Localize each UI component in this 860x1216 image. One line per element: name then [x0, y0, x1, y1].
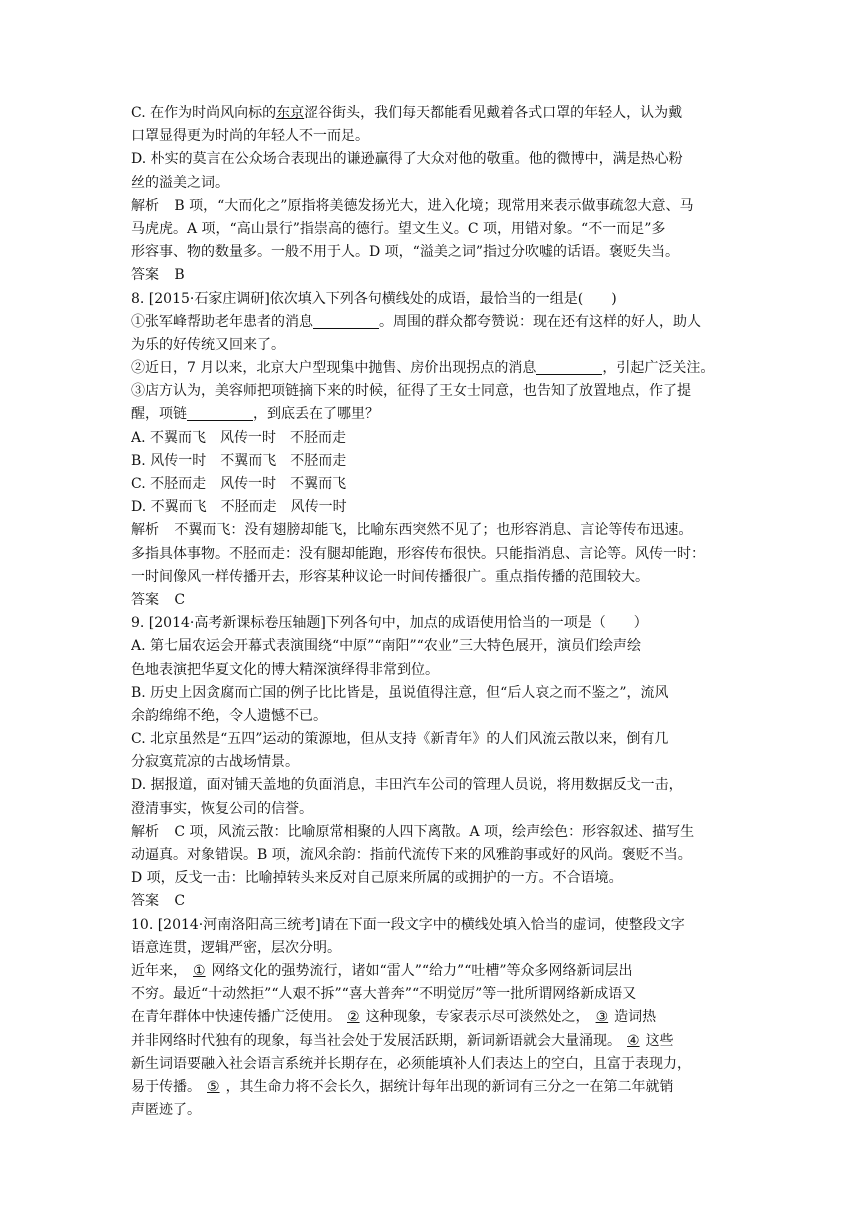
q10-passage-line5: 新生词语要融入社会语言系统并长期存在，必须能填补人们表达上的空白，且富于表现力，	[131, 1055, 691, 1072]
q8-sentence-1-line1: ①张军峰帮助老年患者的消息 。周围的群众都夸赞说：现在还有这样的好人，助人	[131, 313, 701, 330]
q8-option-a: A. 不翼而飞 风传一时 不胫而走	[131, 429, 347, 446]
q9-option-b-line1: B. 历史上因贪腐而亡国的例子比比皆是，虽说值得注意，但“后人哀之而不鉴之”，流风	[131, 684, 669, 701]
q7-option-d-line1: D. 朴实的莫言在公众场合表现出的谦逊赢得了大众对他的敬重。他的微博中，满是热心粉	[131, 151, 683, 168]
q10-passage-line2: 不穷。最近“十动然拒”“人艰不拆”“喜大普奔”“不明觉厉”等一批所谓网络新成语又	[131, 986, 637, 1003]
numbered-blank-5: ⑤	[207, 1078, 220, 1095]
q7-option-c-line1: C. 在作为时尚风向标的东京涩谷街头，我们每天都能看见戴着各式口罩的年轻人，认为戴	[131, 105, 683, 121]
q10-passage-line1: 近年来， ① 网络文化的强势流行，诸如“雷人”“给力”“吐槽”等众多网络新词层出	[131, 960, 731, 983]
document-page	[131, 102, 731, 1122]
q10-passage-line6: 易于传播。 ⑤ ，其生命力将不会长久，据统计每年出现的新词有三分之一在第二年就销	[131, 1076, 731, 1099]
numbered-blank-4: ④	[627, 1032, 640, 1049]
answer-value: C	[174, 893, 186, 910]
answer-label: 答案	[131, 591, 159, 608]
q9-explanation-line1: 解析 C 项，风流云散：比喻原常相聚的人四下离散。A 项，绘声绘色：形容叙述、描写生	[131, 823, 695, 840]
q8-sentence-1-line2: 为乐的好传统又回来了。	[131, 336, 285, 353]
q7-option-d-line2: 丝的溢美之词。	[131, 174, 229, 191]
q9-option-b-line2: 余韵绵绵不绝，令人遗憾不已。	[131, 707, 327, 724]
answer-label: 答案	[131, 267, 159, 284]
q8-sentence-3-line1: ③店方认为，美容师把项链摘下来的时候，征得了王女士同意，也告知了放置地点，作了提	[131, 383, 691, 400]
numbered-blank-3: ③	[595, 1009, 609, 1026]
q7-option-c-line2: 口罩显得更为时尚的年轻人不一而足。	[131, 128, 369, 145]
q8-stem: 8. [2015·石家庄调研]依次填入下列各句横线处的成语，最恰当的一组是( )	[131, 290, 617, 307]
q8-answer	[131, 589, 731, 612]
q10-passage-line4: 并非网络时代独有的现象，每当社会处于发展活跃期，新词新语就会大量涌现。 ④ 这些	[131, 1030, 731, 1053]
q9-answer	[131, 890, 731, 913]
q8-option-b: B. 风传一时 不翼而飞 不胫而走	[131, 452, 347, 469]
q9-option-c-line2: 分寂寞荒凉的古战场情景。	[131, 754, 299, 771]
q8-sentence-2: ②近日，7 月以来，北京大户型现集中抛售、房价出现拐点的消息 ，引起广泛关注。	[131, 360, 715, 377]
q9-option-d-line2: 澄清事实，恢复公司的信誉。	[131, 800, 313, 817]
answer-value: B	[174, 267, 185, 284]
q10-stem-line1: 10. [2014·河南洛阳高三统考]请在下面一段文字中的横线处填入恰当的虚词，使整段文字	[131, 916, 685, 933]
q7-explanation-line1: 解析 B 项，“大而化之”原指将美德发扬光大，进入化境；现常用来表示做事疏忽大意、马	[131, 197, 694, 214]
fill-blank	[187, 404, 253, 421]
q9-option-a-line2: 色地表演把华夏文化的博大精深演绎得非常到位。	[131, 661, 439, 678]
q8-option-d: D. 不翼而飞 不胫而走 风传一时	[131, 499, 347, 516]
explanation-label: 解析	[131, 522, 159, 539]
dotted-word: 东京	[276, 105, 305, 121]
q8-explanation-line3: 一时间像风一样传播开去，形容某种议论一时间传播很广。重点指传播的范围较大。	[131, 568, 649, 585]
q8-sentence-3-line2: 醒，项链 ，到底丢在了哪里？	[131, 406, 379, 423]
q9-option-c-line1: C. 北京虽然是“五四”运动的策源地，但从支持《新青年》的人们风流云散以来，倒有几	[131, 731, 669, 748]
q10-stem-line2: 语意连贯，逻辑严密，层次分明。	[131, 939, 341, 956]
answer-value: C	[174, 591, 186, 608]
fill-blank	[313, 312, 379, 329]
q8-explanation-line1: 解析 不翼而飞：没有翅膀却能飞，比喻东西突然不见了；也形容消息、言论等传布迅速。	[131, 522, 693, 539]
q9-option-a-line1: A. 第七届农运会开幕式表演围绕“中原”“南阳”“农业”三大特色展开，演员们绘声绘	[131, 638, 641, 655]
q7-answer	[131, 264, 731, 287]
q9-option-d-line1: D. 据报道，面对铺天盖地的负面消息，丰田汽车公司的管理人员说，将用数据反戈一击，	[131, 777, 683, 794]
explanation-label: 解析	[131, 823, 159, 840]
numbered-blank-2: ②	[347, 1009, 360, 1026]
q8-explanation-line2: 多指具体事物。不胫而走：没有腿却能跑，形容传布很快。只能指消息、言论等。风传一时：	[131, 545, 705, 562]
fill-blank	[536, 358, 602, 375]
q9-explanation-line2: 动逼真。对象错误。B 项，流风余韵：指前代流传下来的风雅韵事或好的风尚。褒贬不当。	[131, 847, 692, 863]
q8-option-c: C. 不胫而走 风传一时 不翼而飞	[131, 476, 347, 492]
answer-label: 答案	[131, 893, 159, 910]
q7-explanation-line2: 马虎虎。A 项，“高山景行”指崇高的德行。望文生义。C 项，用错对象。“不一而足”多	[131, 220, 666, 237]
q10-passage-line7: 声匿迹了。	[131, 1102, 201, 1119]
q9-explanation-line3: D 项，反戈一击：比喻掉转头来反对自己原来所属的或拥护的一方。不合语境。	[131, 870, 623, 887]
q9-stem: 9. [2014·高考新课标卷压轴题]下列各句中，加点的成语使用恰当的一项是（ ）	[131, 615, 648, 632]
q7-explanation-line3: 形容事、物的数量多。一般不用于人。D 项，“溢美之词”指过分吹嘘的话语。褒贬失当。	[131, 244, 679, 261]
q10-passage-line3: 在青年群体中快速传播广泛使用。 ② 这种现象，专家表示尽可淡然处之， ③ 造词热	[131, 1006, 731, 1029]
numbered-blank-1: ①	[193, 962, 206, 979]
explanation-label: 解析	[131, 197, 159, 214]
